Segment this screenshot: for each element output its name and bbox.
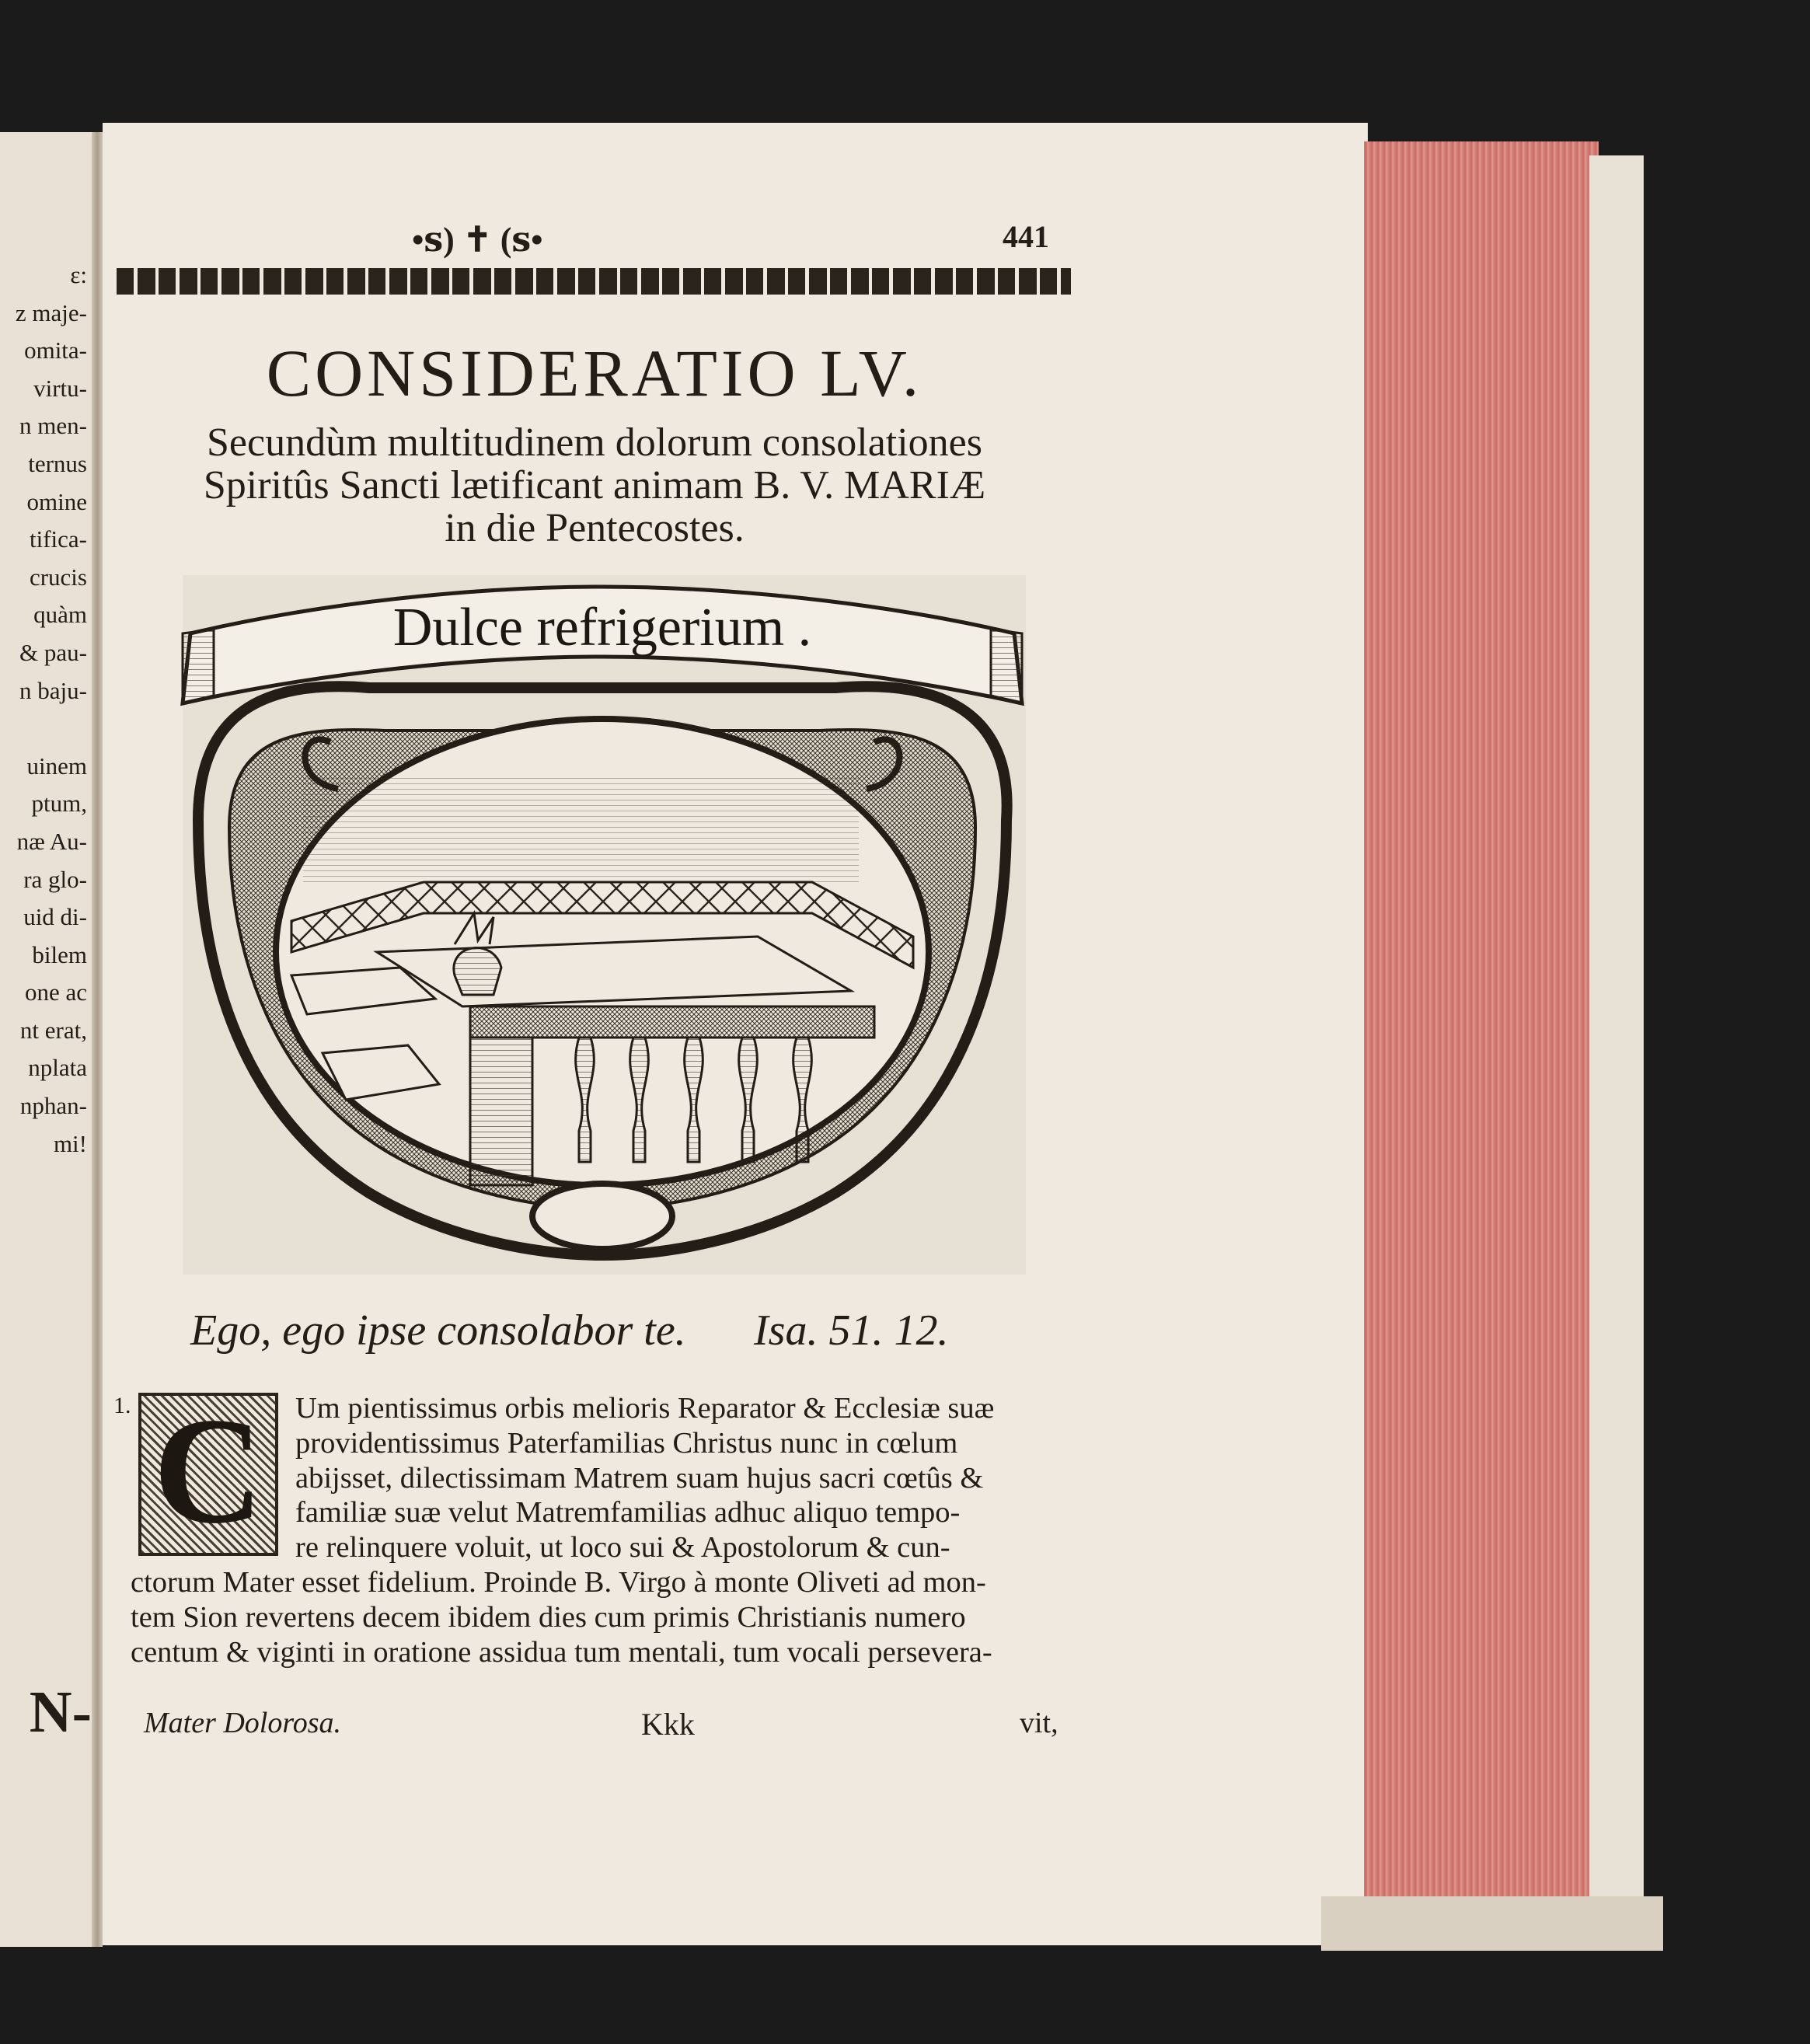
left-page-fragment: uinem	[26, 752, 87, 780]
page-number: 441	[1003, 219, 1049, 254]
running-title: Mater Dolorosa.	[144, 1707, 342, 1739]
left-page-fragment: z maje-	[15, 298, 87, 326]
paragraph-marker: 1.	[113, 1393, 131, 1418]
subtitle-line: in die Pentecostes.	[445, 506, 745, 550]
header-ornament: •ꜱ) ✝ (ꜱ•	[412, 221, 543, 259]
left-page-fragment: nplata	[28, 1054, 87, 1082]
emblem-motto: Dulce refrigerium .	[392, 598, 812, 657]
left-page-fragment: quàm	[33, 601, 87, 629]
scripture-quote: Ego, ego ipse consolabor te.	[190, 1306, 686, 1355]
left-page-text	[0, 256, 87, 1163]
left-page-fragment: nt erat,	[19, 1016, 87, 1044]
banner-end-right	[991, 630, 1022, 703]
body-line: Um pientissimus orbis melioris Reparator & Ecclesiæ suæ	[295, 1392, 995, 1425]
left-page-fragment: omine	[26, 487, 87, 515]
body-line: tem Sion revertens decem ibidem dies cum primis Christianis numero	[131, 1600, 966, 1634]
subtitle-line: Secundùm multitudinem dolorum consolationes	[206, 420, 982, 465]
left-page-fragment: næ Au-	[16, 827, 87, 855]
banner-end-left	[183, 630, 214, 703]
left-page-fragment: & pau-	[19, 638, 87, 666]
signature-mark: Kkk	[641, 1707, 695, 1742]
left-page-fragment: mi!	[53, 1129, 87, 1157]
urn	[454, 948, 501, 995]
book-cover-edge	[1589, 155, 1644, 1896]
book-cover-bottom	[1321, 1896, 1663, 1951]
emblem-engraving	[167, 571, 1038, 1278]
body-line: providentissimus Paterfamilias Christus nunc in cœlum	[295, 1426, 958, 1460]
left-page-fragment: virtu-	[33, 374, 87, 402]
book-gutter	[92, 132, 103, 1947]
body-line: centum & viginti in oratione assidua tum mentali, tum vocali persevera-	[131, 1635, 992, 1669]
left-page-fragment: crucis	[29, 563, 87, 591]
left-page-large-fragment: N-	[29, 1679, 92, 1745]
ornamental-band	[117, 268, 1071, 295]
left-page-fragment: ptum,	[31, 790, 87, 818]
left-page-fragment: nphan-	[19, 1092, 87, 1120]
body-line: ctorum Mater esset fidelium. Proinde B. Virgo à monte Oliveti ad mon-	[131, 1565, 986, 1599]
subtitle-line: Spiritûs Sancti lætificant animam B. V. MARIÆ	[203, 463, 986, 508]
chapter-subtitle	[109, 421, 1080, 549]
body-line: re relinquere voluit, ut loco sui & Apostolorum & cun-	[295, 1531, 950, 1564]
left-page-fragment: n baju-	[19, 676, 87, 704]
body-line: abijsset, dilectissimam Matrem suam hujus sacri cœtûs &	[295, 1461, 984, 1495]
body-line: familiæ suæ velut Matremfamilias adhuc aliquo tempo-	[295, 1496, 961, 1530]
left-page-fragment: one ac	[24, 978, 87, 1006]
left-page-fragment	[0, 710, 87, 748]
left-page-fragment: ternus	[28, 449, 87, 477]
left-page-fragment: bilem	[32, 940, 87, 968]
left-page-fragment: n men-	[19, 412, 87, 440]
catchword: vit,	[1020, 1707, 1058, 1739]
scripture-reference: Isa. 51. 12.	[754, 1306, 949, 1355]
sky	[303, 773, 859, 882]
chapter-title: CONSIDERATIO LV.	[266, 336, 923, 410]
decorated-initial: C	[153, 1387, 263, 1555]
balustrade-rail	[470, 1006, 874, 1038]
left-page-fragment: ra glo-	[23, 865, 87, 893]
left-page-fragment: tifica-	[29, 525, 87, 553]
balustrade-pillar	[470, 1038, 532, 1185]
red-page-edges	[1364, 141, 1599, 1904]
left-page-fragment: omita-	[24, 337, 87, 365]
cartouche-shell	[532, 1184, 672, 1249]
left-page-fragment: ε:	[70, 261, 87, 288]
left-page-fragment: uid di-	[23, 903, 87, 931]
body-text	[131, 1387, 1083, 1669]
